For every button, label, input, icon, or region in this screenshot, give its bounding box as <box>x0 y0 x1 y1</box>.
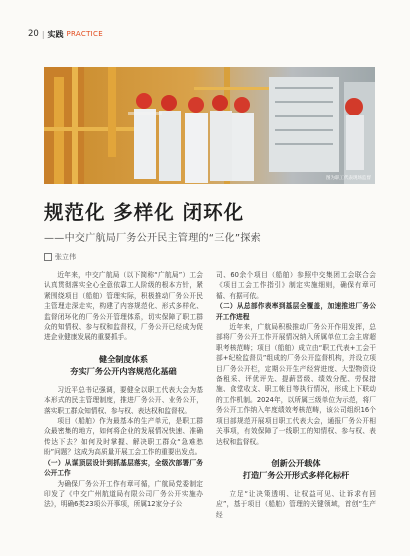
paragraph: 立足“让决策透明、让权益可见、让诉求有回应”，基于项目（船舶）管理的关键领域，首创“生产经 <box>216 489 376 519</box>
paragraph: 项目（船舶）作为最基本的生产单元，是职工群众最密集的地方，如何将企业的发展情况快速、准确传达下去？如何及时掌握、解决职工群众“急难愁盼”问题？这成为高质量开展工会工作的重要出发点。 <box>44 417 203 457</box>
page-number: 20 <box>28 29 39 39</box>
subsection-heading: （二）从总部作表率到基层全覆盖，加速推进厂务公开工作进程 <box>216 302 376 321</box>
right-column <box>216 270 376 520</box>
section-heading <box>44 353 203 377</box>
section-heading-line2: 打造厂务公开形式多样化标杆 <box>242 469 350 480</box>
article-subtitle: ——中交广航局厂务公开民主管理的“三化”探索 <box>44 233 261 244</box>
article-photo <box>44 67 375 184</box>
paragraph: 司、60余个项目（船舶）参照中交集团工会联合会《项目工会工作指引》制定实施细则，确保有章可循、有据可依。 <box>216 271 376 300</box>
section-label: 实践 <box>47 29 64 39</box>
left-column <box>44 270 203 510</box>
section-heading <box>216 457 376 481</box>
photo-subcaption: 图为职工代表现场监督 <box>326 176 371 181</box>
section-heading-line1: 创新公开载体 <box>271 457 321 468</box>
paragraph: 为确保厂务公开工作有章可循，广航局党委制定印发了《中交广州航道局有限公司厂务公开实施办法》，明确6类23项公开事项，所属12家分子公 <box>44 479 203 509</box>
worksite-photo-illustration <box>44 67 375 184</box>
author-line <box>44 252 76 262</box>
paragraph: 习近平总书记强调，要健全以职工代表大会为基本形式的民主管理制度，推进厂务公开、业务公开，落实职工群众知情权、参与权、表达权和监督权。 <box>44 385 203 415</box>
section-heading-line2: 夯实厂务公开内容规范化基础 <box>70 365 177 376</box>
section-heading-line1: 健全制度体系 <box>98 353 149 364</box>
header-separator: | <box>41 29 45 39</box>
page-header <box>28 28 103 40</box>
article-title: 规范化 多样化 闭环化 <box>44 201 245 224</box>
section-label-en: PRACTICE <box>66 30 103 38</box>
author-box-icon <box>44 253 52 261</box>
paragraph: 近年来，中交广航局（以下简称“广航局”）工会认真贯彻落实全心全意依靠工人阶级的根本方针，紧紧围绕项目（船舶）管理实际，积极推动厂务公开民主管理走深走实，构建了内容规范化、形式多样化、监督闭环化的厂务公开管理体系，切实保障了职工群众的知情权、参与权和监督权，厂务公开已经成为促进企业健康发展的重要抓手。 <box>44 271 203 342</box>
subsection-heading: （一）从谋顶层设计到抓基层落实，全级次部署厂务公开工作 <box>44 458 203 478</box>
paragraph: 近年来，广航局积极推动厂务公开作用发挥，总部将厂务公开工作开展情况纳入所属单位工会主席超职考核范畴；项目（船舶）成立由“职工代表+工会干部+纪检监督员”组成的厂务公开监督机构，并设立项目厂务公开栏，定期公开生产经营进度、大型物资设备租采、评优评先、提薪晋级、绩效分配、劳保措施、食堂收支、职工帐目等执行情况，形成上下联动的工作机制。2024年，以所属三级单位为示范，将厂务公开工作纳入年度绩效考核范畴，该公司组织16个项目部规范开展项目职工代表大会，通报厂务公开相关事项，有效保障了一线职工的知情权、参与权、表达权和监督权。 <box>216 323 376 446</box>
author-name: 张立伟 <box>55 253 76 261</box>
